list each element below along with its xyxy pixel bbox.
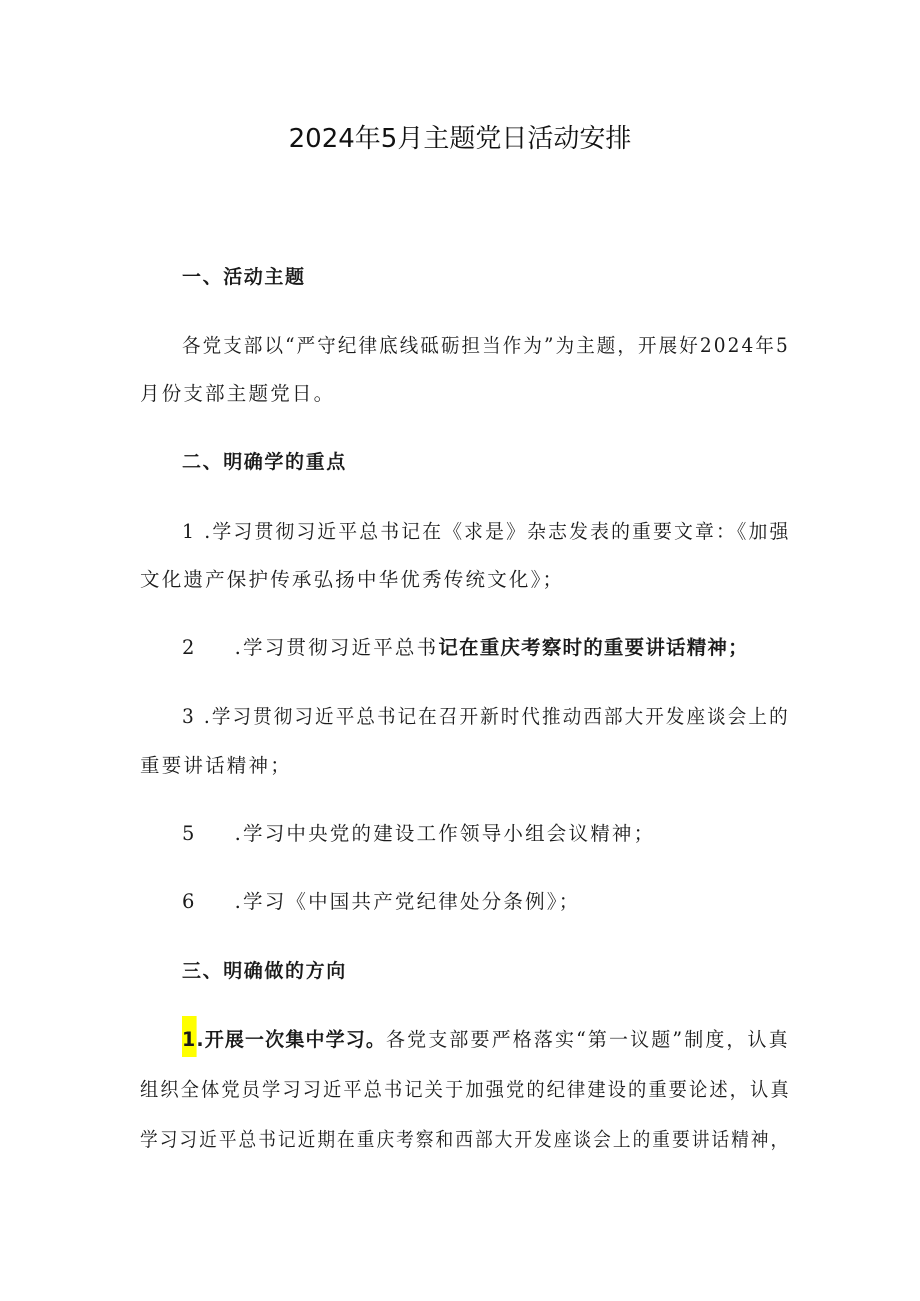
section1-heading: 一、活动主题 (182, 266, 306, 288)
section1-paragraph-line2: 月份支部主题党日。 (140, 382, 336, 405)
study-item-6-number: 6 (182, 890, 197, 913)
study-item-6 (182, 886, 580, 914)
study-item-5 (182, 818, 655, 846)
document-title: 2024年5月主题党日活动安排 (288, 124, 632, 154)
study-item-2-number: 2 (182, 636, 197, 659)
study-item-3-line2: 重要讲话精神； (140, 754, 292, 777)
action-item-1-number-highlight: 1 (182, 1016, 196, 1057)
study-item-1-line2: 文化遗产保护传承弘扬中华优秀传统文化》； (140, 568, 565, 591)
study-item-2-bold-text: 记在重庆考察时的重要讲话精神； (438, 636, 749, 659)
action-item-1-text: 各党支部要严格落实“第一议题”制度，认真 (386, 1028, 790, 1051)
study-item-3-text: .学习贯彻习近平总书记在召开新时代推动西部大开发座谈会上的 (203, 705, 790, 728)
action-item-1-lead: .开展一次集中学习。 (196, 1028, 387, 1051)
study-item-5-text: .学习中央党的建设工作领导小组会议精神； (234, 822, 656, 845)
study-item-6-text: .学习《中国共产党纪律处分条例》； (234, 890, 581, 913)
section2-heading: 二、明确学的重点 (182, 451, 347, 473)
study-item-1-line1 (182, 516, 790, 544)
study-item-2-text: .学习贯彻习近平总书 (234, 636, 439, 659)
study-item-3-number: 3 (182, 705, 196, 728)
section1-paragraph-line1: 各党支部以“严守纪律底线砥砺担当作为”为主题，开展好2024年5 (182, 334, 790, 357)
study-item-1-text: .学习贯彻习近平总书记在《求是》杂志发表的重要文章：《加强 (204, 520, 791, 543)
action-item-1-line2: 组织全体党员学习习近平总书记关于加强党的纪律建设的重要论述，认真 (140, 1078, 791, 1101)
action-item-1-line1 (182, 1024, 790, 1052)
study-item-1-number: 1 (182, 520, 197, 543)
action-item-1-line3: 学习习近平总书记近期在重庆考察和西部大开发座谈会上的重要讲话精神， (140, 1128, 791, 1151)
section3-heading: 三、明确做的方向 (182, 960, 347, 982)
study-item-3-line1 (182, 701, 790, 729)
study-item-2 (182, 632, 749, 660)
study-item-5-number: 5 (182, 822, 197, 845)
